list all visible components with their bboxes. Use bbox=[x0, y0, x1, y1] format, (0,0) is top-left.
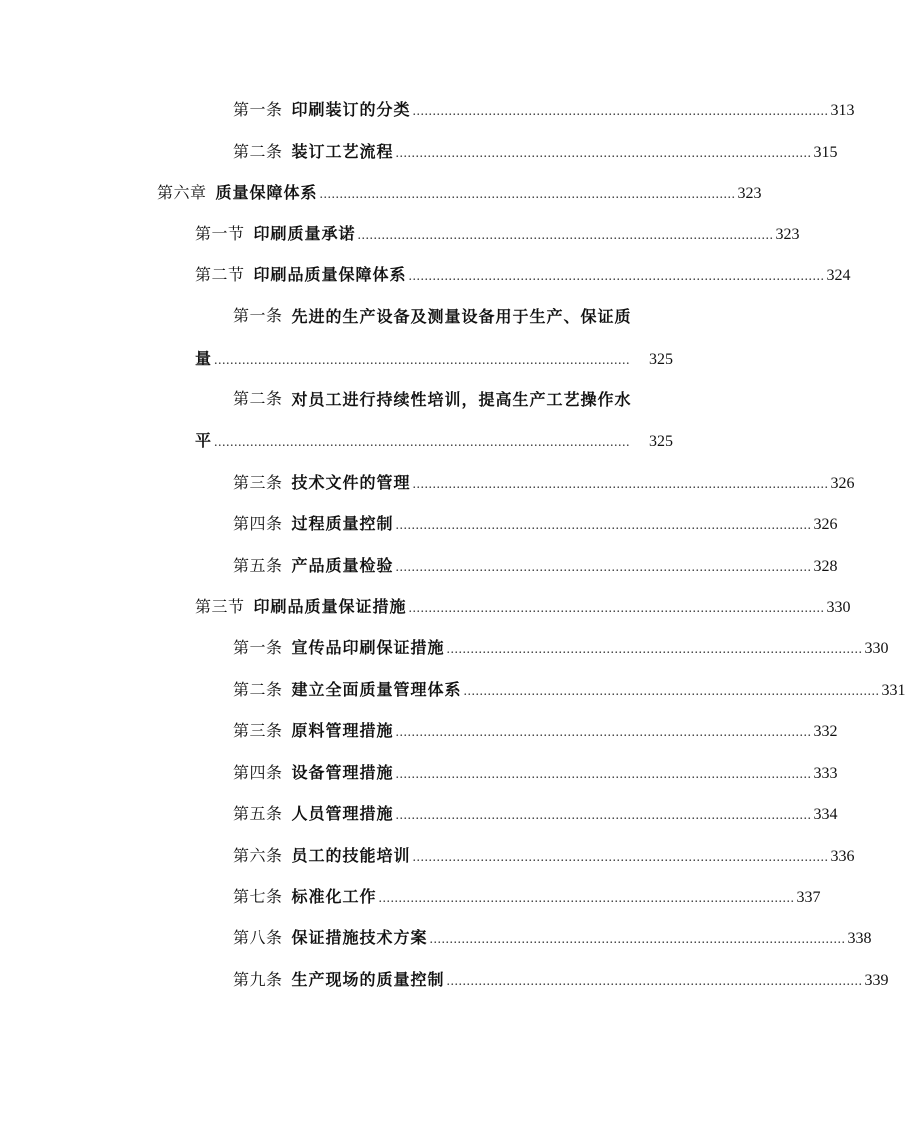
dot-leader: ........................................................................................................ bbox=[319, 187, 736, 202]
toc-page-number: 315 bbox=[813, 144, 838, 161]
toc-page-number: 339 bbox=[864, 972, 889, 989]
toc-page-number: 338 bbox=[847, 930, 872, 947]
toc-title-continuation: 平 bbox=[195, 431, 213, 450]
toc-entry-wrapped[interactable] bbox=[233, 304, 673, 330]
toc-number: 第八条 bbox=[233, 930, 283, 947]
toc-entry[interactable] bbox=[233, 967, 889, 993]
dot-leader: ........................................................................................................ bbox=[395, 808, 812, 823]
toc-entry-section[interactable] bbox=[195, 594, 851, 620]
toc-page-number: 328 bbox=[813, 558, 838, 575]
toc-page-number: 323 bbox=[737, 185, 762, 202]
toc-title: 先进的生产设备及测量设备用于生产、保证质 bbox=[291, 307, 632, 326]
toc-number: 第五条 bbox=[233, 806, 283, 823]
dot-leader: ........................................................................................................ bbox=[395, 146, 812, 161]
toc-entry-section[interactable] bbox=[195, 262, 851, 288]
toc-title: 设备管理措施 bbox=[291, 763, 394, 782]
toc-number: 第一条 bbox=[233, 640, 283, 657]
toc-title: 印刷品质量保障体系 bbox=[253, 265, 407, 284]
toc-entry[interactable] bbox=[233, 925, 872, 951]
toc-title: 技术文件的管理 bbox=[291, 473, 411, 492]
toc-number: 第一条 bbox=[233, 308, 283, 325]
toc-number: 第一条 bbox=[233, 102, 283, 119]
toc-page-number: 326 bbox=[813, 516, 838, 533]
dot-leader: ........................................................................................................ bbox=[408, 601, 825, 616]
toc-title: 标准化工作 bbox=[291, 887, 377, 906]
dot-leader: ........................................................................................................ bbox=[214, 353, 631, 368]
dot-leader: ........................................................................................................ bbox=[446, 642, 863, 657]
toc-number: 第二条 bbox=[233, 682, 283, 699]
toc-title: 对员工进行持续性培训，提高生产工艺操作水 bbox=[291, 390, 632, 409]
toc-page-number: 336 bbox=[830, 848, 855, 865]
toc-entry[interactable] bbox=[233, 553, 838, 579]
toc-page-number: 337 bbox=[796, 889, 821, 906]
toc-number: 第三条 bbox=[233, 475, 283, 492]
toc-title: 生产现场的质量控制 bbox=[291, 970, 445, 989]
dot-leader: ........................................................................................................ bbox=[395, 518, 812, 533]
toc-number: 第四条 bbox=[233, 765, 283, 782]
toc-entry-chapter[interactable] bbox=[157, 180, 762, 206]
toc-entry-continuation[interactable] bbox=[195, 428, 673, 454]
dot-leader: ........................................................................................................ bbox=[214, 435, 631, 450]
toc-page-number: 334 bbox=[813, 806, 838, 823]
toc-entry[interactable] bbox=[233, 635, 889, 661]
dot-leader: ........................................................................................................ bbox=[357, 228, 774, 243]
toc-number: 第九条 bbox=[233, 972, 283, 989]
toc-title: 装订工艺流程 bbox=[291, 142, 394, 161]
toc-number: 第六条 bbox=[233, 848, 283, 865]
dot-leader: ........................................................................................................ bbox=[395, 767, 812, 782]
toc-title: 保证措施技术方案 bbox=[291, 928, 428, 947]
toc-number: 第二条 bbox=[233, 144, 283, 161]
dot-leader: ........................................................................................................ bbox=[429, 932, 846, 947]
toc-entry[interactable] bbox=[233, 843, 855, 869]
dot-leader: ........................................................................................................ bbox=[378, 891, 795, 906]
toc-number: 第三节 bbox=[195, 599, 245, 616]
toc-number: 第一节 bbox=[195, 226, 245, 243]
toc-number: 第四条 bbox=[233, 516, 283, 533]
toc-page-number: 330 bbox=[864, 640, 889, 657]
toc-number: 第七条 bbox=[233, 889, 283, 906]
toc-entry[interactable] bbox=[233, 139, 838, 165]
toc-title: 建立全面质量管理体系 bbox=[291, 680, 462, 699]
toc-entry[interactable] bbox=[233, 97, 855, 123]
toc-title: 过程质量控制 bbox=[291, 514, 394, 533]
toc-entry-continuation[interactable] bbox=[195, 346, 673, 372]
dot-leader: ........................................................................................................ bbox=[408, 269, 825, 284]
toc-title: 产品质量检验 bbox=[291, 556, 394, 575]
toc-page-number: 325 bbox=[649, 351, 673, 368]
toc-page-number: 332 bbox=[813, 723, 838, 740]
toc-page-number: 333 bbox=[813, 765, 838, 782]
toc-number: 第六章 bbox=[157, 185, 207, 202]
dot-leader: ........................................................................................................ bbox=[412, 477, 829, 492]
dot-leader: ........................................................................................................ bbox=[395, 725, 812, 740]
toc-title: 印刷质量承诺 bbox=[253, 224, 356, 243]
toc-page-number: 326 bbox=[830, 475, 855, 492]
toc-page-number: 325 bbox=[649, 433, 673, 450]
toc-page-number: 313 bbox=[830, 102, 855, 119]
toc-entry-wrapped[interactable] bbox=[233, 387, 673, 413]
toc-title: 原料管理措施 bbox=[291, 721, 394, 740]
toc-entry[interactable] bbox=[233, 511, 838, 537]
toc-page-number: 331 bbox=[881, 682, 906, 699]
toc-entry[interactable] bbox=[233, 718, 838, 744]
dot-leader: ........................................................................................................ bbox=[412, 104, 829, 119]
dot-leader: ........................................................................................................ bbox=[412, 850, 829, 865]
toc-title: 印刷品质量保证措施 bbox=[253, 597, 407, 616]
toc-entry-section[interactable] bbox=[195, 221, 800, 247]
toc-number: 第二条 bbox=[233, 391, 283, 408]
toc-entry[interactable] bbox=[233, 470, 855, 496]
toc-title: 员工的技能培训 bbox=[291, 846, 411, 865]
toc-entry[interactable] bbox=[233, 760, 838, 786]
dot-leader: ........................................................................................................ bbox=[463, 684, 880, 699]
toc-page-number: 323 bbox=[775, 226, 800, 243]
toc-page-number: 330 bbox=[826, 599, 851, 616]
toc-number: 第三条 bbox=[233, 723, 283, 740]
dot-leader: ........................................................................................................ bbox=[395, 560, 812, 575]
toc-number: 第二节 bbox=[195, 267, 245, 284]
toc-title: 人员管理措施 bbox=[291, 804, 394, 823]
toc-entry[interactable] bbox=[233, 801, 838, 827]
toc-entry[interactable] bbox=[233, 677, 906, 703]
toc-title: 质量保障体系 bbox=[215, 183, 318, 202]
toc-title: 印刷装订的分类 bbox=[291, 100, 411, 119]
dot-leader: ........................................................................................................ bbox=[446, 974, 863, 989]
toc-title: 宣传品印刷保证措施 bbox=[291, 638, 445, 657]
toc-entry[interactable] bbox=[233, 884, 821, 910]
toc-number: 第五条 bbox=[233, 558, 283, 575]
toc-page-number: 324 bbox=[826, 267, 851, 284]
toc-title-continuation: 量 bbox=[195, 349, 213, 368]
